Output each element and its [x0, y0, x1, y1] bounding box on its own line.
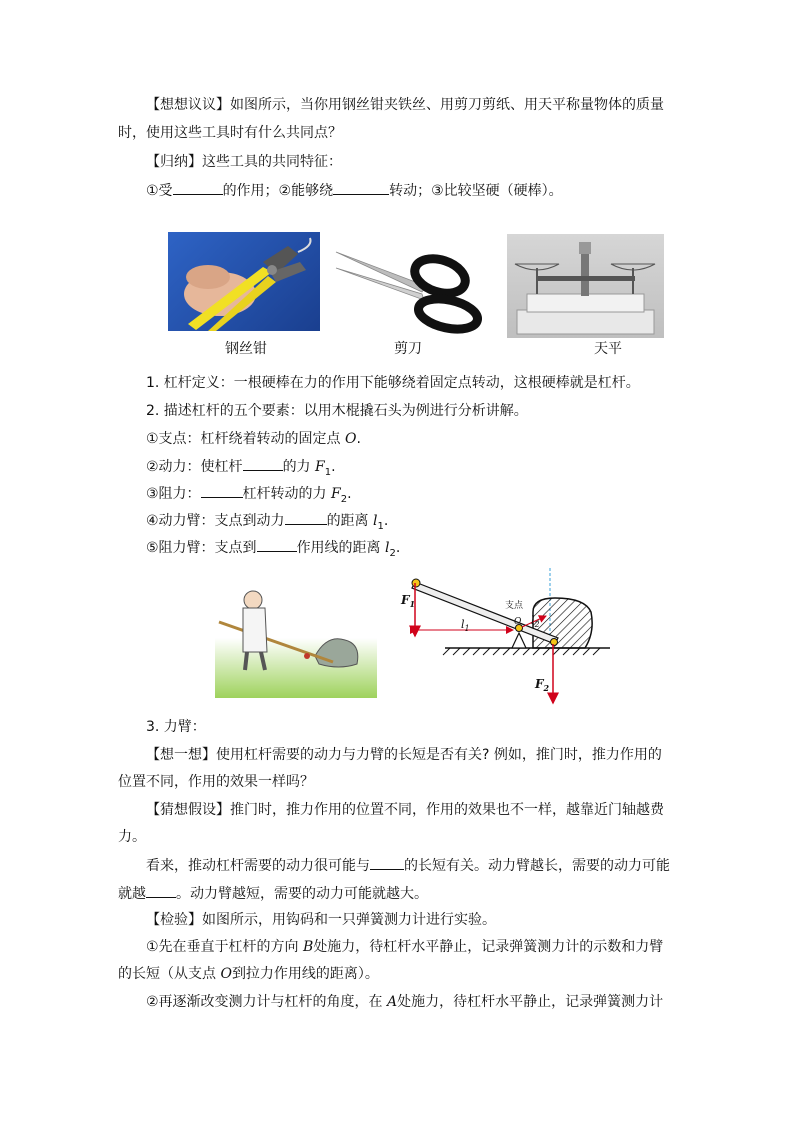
- step1-text-a: ①先在垂直于杠杆的方向: [146, 939, 304, 955]
- blank-force[interactable]: [173, 180, 223, 195]
- seems-line1: [146, 855, 670, 876]
- step2-text-b: 处施力，待杠杆水平静止，记录弹簧测力计: [397, 994, 664, 1010]
- seems-line2: [118, 883, 428, 904]
- prying-illustration: [215, 578, 377, 698]
- think-text1: 使用杠杆需要的动力与力臂的长短是否有关? 例如，推门时，推力作用的: [216, 747, 662, 763]
- think-discuss-tag: 【想想议议】: [146, 97, 230, 113]
- step1-line1: [146, 937, 663, 957]
- label-l1: $l_1$: [461, 618, 470, 633]
- blank-resistance-arm[interactable]: [257, 537, 297, 552]
- step1-2-text-a: 的长短（从支点: [118, 966, 221, 982]
- lever-diagram: [395, 568, 615, 708]
- arm-heading: 3. 力臂：: [146, 719, 206, 735]
- summary-tag: 【归纳】: [146, 154, 202, 170]
- think-line2: 位置不同，作用的效果一样吗？: [118, 774, 314, 790]
- lever-definition: 1. 杠杆定义：一根硬棒在力的作用下能够绕着固定点转动，这根硬棒就是杠杆。: [146, 375, 640, 391]
- scissors-photo: [330, 238, 484, 334]
- element-resistance-arm: ⑤阻力臂：支点到 作用线的距离 $l_2$.: [146, 537, 400, 564]
- feature-b: 的作用；②能够绕: [222, 183, 334, 199]
- test-text: 如图所示，用钩码和一只弹簧测力计进行实验。: [202, 912, 496, 928]
- blank-resistance[interactable]: [201, 483, 243, 498]
- step2-text-a: ②再逐渐改变测力计与杠杆的角度，在: [146, 994, 387, 1010]
- step1-2-text-b: 到拉力作用线的距离）。: [231, 966, 379, 982]
- resistance-arm-sub: 2: [389, 547, 396, 559]
- resistance-sub: 2: [340, 493, 348, 505]
- step1-line2: [118, 964, 379, 984]
- resistance-arm-text-a: ⑤阻力臂：支点到: [146, 540, 257, 556]
- blank-effort-arm[interactable]: [285, 510, 327, 525]
- lever-diagram-svg: [395, 568, 615, 708]
- guess-text1: 推门时，推力作用的位置不同，作用的效果也不一样，越靠近门轴越费: [230, 802, 664, 818]
- effort-var: F: [315, 459, 325, 475]
- step2-var: A: [387, 994, 398, 1010]
- resistance-text-b: 杠杆转动的力: [242, 486, 332, 502]
- resistance-text-a: ③阻力：: [146, 486, 201, 502]
- rock-shape: [533, 598, 592, 648]
- summary-line: [146, 152, 342, 172]
- balance-caption: 天平: [594, 341, 622, 357]
- blank-effort[interactable]: [243, 456, 283, 471]
- resistance-point: [551, 639, 558, 646]
- effort-arm-sub: 1: [377, 520, 384, 532]
- feature-c: 转动；③比较坚硬（硬棒）。: [389, 183, 563, 199]
- think-line1: [146, 745, 662, 765]
- think-tag: 【想一想】: [146, 747, 216, 763]
- label-o: O: [514, 617, 522, 627]
- blank-point[interactable]: [333, 180, 389, 195]
- fulcrum-var: O: [345, 431, 357, 447]
- element-resistance: ③阻力： 杠杆转动的力 $F_2$.: [146, 483, 352, 510]
- seems-text-b: 的长短有关。动力臂越长，需要的动力可能: [404, 858, 670, 874]
- effort-sub: 1: [324, 466, 332, 478]
- resistance-arm-text-b: 作用线的距离: [296, 540, 386, 556]
- pliers-caption: 钢丝钳: [225, 341, 267, 357]
- test-line: [146, 910, 496, 930]
- effort-arm-var: l: [373, 513, 378, 529]
- features-line: [146, 180, 563, 201]
- fulcrum-text: ①支点：杠杆绕着转动的固定点: [146, 431, 346, 447]
- pliers-photo: [168, 232, 320, 331]
- think-discuss-text: 如图所示，当你用钢丝钳夹铁丝、用剪刀剪纸、用天平称量物体的质量: [230, 97, 664, 113]
- element-effort-arm: ④动力臂：支点到动力 的距离 $l_1$.: [146, 510, 388, 537]
- label-f1: $F_1$: [401, 593, 416, 609]
- step1-var: B: [303, 939, 314, 955]
- label-f2: $F_2$: [535, 677, 550, 693]
- label-pivot: 支点: [505, 601, 524, 611]
- blank-arm[interactable]: [370, 855, 404, 870]
- test-tag: 【检验】: [146, 912, 202, 928]
- balance-photo: [507, 234, 664, 338]
- effort-point: [412, 579, 420, 587]
- step2-line1: [146, 992, 663, 1012]
- resistance-arm-var: l: [385, 540, 390, 556]
- blank-smaller[interactable]: [146, 883, 176, 898]
- feature-a: ①受: [146, 183, 173, 199]
- label-l2: $l_2$: [531, 614, 540, 629]
- element-fulcrum: ①支点：杠杆绕着转动的固定点 O.: [146, 431, 361, 447]
- think-discuss-line2: 时，使用这些工具时有什么共同点？: [118, 125, 342, 141]
- guess-tag: 【猜想假设】: [146, 802, 230, 818]
- think-discuss-line1: [146, 95, 664, 115]
- guess-line2: 力。: [118, 829, 146, 845]
- effort-text-a: ②动力：使杠杆: [146, 459, 243, 475]
- effort-arm-text-b: 的距离: [326, 513, 374, 529]
- seems2-text-b: 。动力臂越短，需要的动力可能就越大。: [176, 886, 428, 902]
- guess-line1: [146, 800, 664, 820]
- scissors-caption: 剪刀: [394, 341, 422, 357]
- seems-text-a: 看来，推动杠杆需要的动力很可能与: [146, 858, 370, 874]
- step1-text-b: 处施力，待杠杆水平静止，记录弹簧测力计的示数和力臂: [313, 939, 664, 955]
- element-effort: ②动力：使杠杆 的力 $F_1$.: [146, 456, 336, 483]
- seems2-text-a: 就越: [118, 886, 146, 902]
- effort-text-b: 的力: [282, 459, 316, 475]
- fulcrum-triangle: [512, 633, 526, 648]
- resistance-var: F: [331, 486, 341, 502]
- effort-arm-text-a: ④动力臂：支点到动力: [146, 513, 285, 529]
- lever-five-elements: 2. 描述杠杆的五个要素：以用木棍撬石头为例进行分析讲解。: [146, 403, 528, 419]
- summary-text: 这些工具的共同特征：: [202, 154, 342, 170]
- step1-2-var: O: [220, 966, 232, 982]
